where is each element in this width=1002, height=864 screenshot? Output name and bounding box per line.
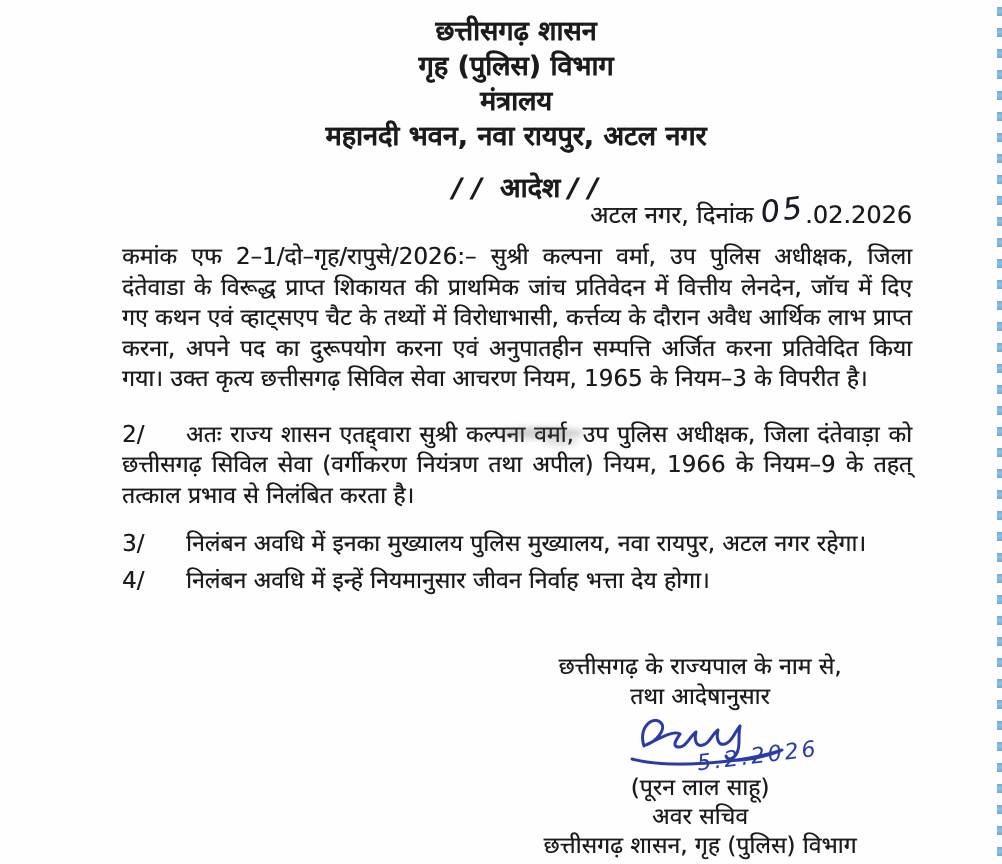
signature-block bbox=[485, 652, 915, 861]
handwritten-day: 05 bbox=[758, 190, 807, 231]
signatory-department: छत्तीसगढ़ शासन, गृह (पुलिस) विभाग bbox=[543, 833, 857, 859]
dateline-prefix: अटल नगर, दिनांक bbox=[590, 201, 754, 229]
paragraph-1-text: कमांक एफ 2–1/दो–गृह/रापुसे/2026:– सुश्री कल्पना वर्मा, उप पुलिस अधीक्षक, जिला दंतेवाडा के विरूद्ध प्राप्त शिकायत की प्राथमिक जांच प्रतिवेदन में वित्तीय लेनदेन, जॉच में दिए गए कथन एवं व्हाट्सएप चैट के तथ्यों में विरोधाभासी, कर्त्तव्य के दौरान अवैध आर्थिक लाभ प्राप्त करना, अपने पद का दुरूपयोग करना एवं अनुपातहीन सम्पत्ति अर्जित करना प्रतिवेदित किया गया। उक्त कृत्य छत्तीसगढ़ सिविल सेवा आचरण नियम, 1965 के नियम–3 के विपरीत है। bbox=[122, 244, 912, 392]
as-ordered-line: तथा आदेषानुसार bbox=[630, 684, 770, 710]
paragraph-4-number: 4/ bbox=[122, 567, 145, 594]
signatory-designation: अवर सचिव bbox=[652, 804, 748, 830]
place-and-date-line bbox=[590, 190, 912, 231]
letterhead-government: छत्तीसगढ़ शासन bbox=[435, 16, 597, 47]
letterhead-department: गृह (पुलिस) विभाग bbox=[418, 51, 614, 82]
order-body bbox=[122, 242, 912, 596]
paragraph-4-text: निलंबन अवधि में इन्हें नियमानुसार जीवन निर्वाह भत्ता देय होगा। bbox=[186, 567, 710, 594]
letterhead-ministry: मंत्रालय bbox=[479, 86, 552, 117]
paragraph-3-text: निलंबन अवधि में इनका मुख्यालय पुलिस मुख्यालय, नवा रायपुर, अटल नगर रहेगा। bbox=[186, 531, 867, 557]
paragraph-3-number: 3/ bbox=[122, 531, 145, 557]
paragraph-2-number: 2/ bbox=[122, 421, 145, 448]
order-title-open-slashes: // bbox=[452, 173, 492, 204]
letterhead-address: महानदी भवन, नवा रायपुर, अटल नगर bbox=[325, 121, 707, 152]
scan-smudge bbox=[497, 427, 585, 439]
letterhead bbox=[30, 14, 1002, 154]
handwritten-signature-date: 5.2.2026 bbox=[695, 736, 820, 777]
paragraph-2-text: अतः राज्य शासन एतद्द्वारा सुश्री कल्पना वर्मा, उप पुलिस अधीक्षक, जिला दंतेवाड़ा को छत्तीसगढ़ सिविल सेवा (वर्गीकरण नियंत्रण तथा अपील) नियम, 1966 के नियम–9 के तहत् तत्काल प्रभाव से निलंबित करता है। bbox=[122, 421, 912, 509]
paragraph-3 bbox=[122, 529, 912, 560]
signature-area bbox=[485, 712, 915, 777]
scan-smudge bbox=[545, 439, 579, 446]
paragraph-4 bbox=[122, 566, 912, 597]
paragraph-1 bbox=[122, 242, 912, 395]
on-behalf-line: छत्तीसगढ़ के राज्यपाल के नाम से, bbox=[558, 654, 842, 680]
order-title-text: आदेश bbox=[499, 173, 561, 204]
dateline-rest: .02.2026 bbox=[805, 201, 912, 229]
signatory-name: (पूरन लाल साहू) bbox=[630, 775, 770, 801]
order-title-close-slashes: // bbox=[568, 173, 608, 204]
